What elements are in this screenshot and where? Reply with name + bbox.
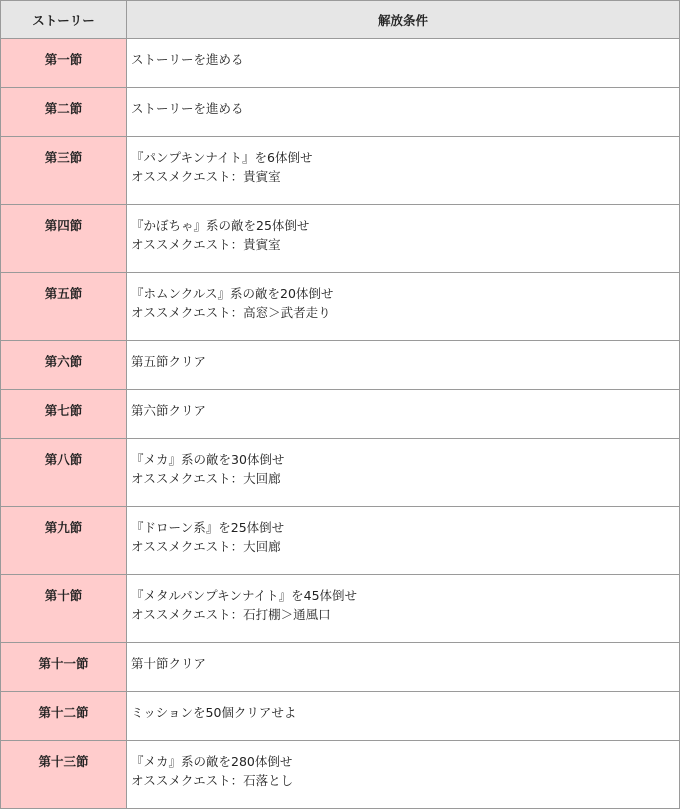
story-chapter-cell: 第三節 bbox=[1, 137, 127, 205]
table-body bbox=[1, 39, 680, 809]
condition-line: ストーリーを進める bbox=[131, 101, 244, 116]
condition-line: 『メカ』系の敵を30体倒せ bbox=[131, 452, 285, 467]
unlock-condition-cell bbox=[127, 205, 680, 273]
unlock-condition-cell bbox=[127, 439, 680, 507]
table-header-row bbox=[1, 1, 680, 39]
unlock-condition-cell bbox=[127, 88, 680, 137]
story-chapter-cell: 第九節 bbox=[1, 507, 127, 575]
condition-line: 『メタルパンプキンナイト』を45体倒せ bbox=[131, 588, 358, 603]
condition-line: オススメクエスト：貴賓室 bbox=[131, 169, 281, 184]
condition-line: オススメクエスト：大回廊 bbox=[131, 471, 281, 486]
condition-line: オススメクエスト：大回廊 bbox=[131, 539, 281, 554]
table-row bbox=[1, 273, 680, 341]
condition-line: 『メカ』系の敵を280体倒せ bbox=[131, 754, 293, 769]
story-chapter-cell: 第五節 bbox=[1, 273, 127, 341]
story-chapter-cell: 第八節 bbox=[1, 439, 127, 507]
header-story: ストーリー bbox=[1, 1, 127, 39]
table-row bbox=[1, 390, 680, 439]
condition-line: オススメクエスト：貴賓室 bbox=[131, 237, 281, 252]
condition-line: オススメクエスト：高窓＞武者走り bbox=[131, 305, 331, 320]
story-chapter-cell: 第十二節 bbox=[1, 692, 127, 741]
story-chapter-cell: 第二節 bbox=[1, 88, 127, 137]
table-row bbox=[1, 741, 680, 809]
unlock-condition-cell bbox=[127, 390, 680, 439]
story-chapter-cell: 第四節 bbox=[1, 205, 127, 273]
condition-line: 『かぼちゃ』系の敵を25体倒せ bbox=[131, 218, 310, 233]
condition-line: ミッションを50個クリアせよ bbox=[131, 705, 297, 720]
table-row bbox=[1, 507, 680, 575]
condition-line: 第十節クリア bbox=[131, 656, 207, 671]
unlock-condition-cell bbox=[127, 273, 680, 341]
condition-line: オススメクエスト：石落とし bbox=[131, 773, 294, 788]
table-row bbox=[1, 643, 680, 692]
table-row bbox=[1, 205, 680, 273]
table-row bbox=[1, 88, 680, 137]
story-chapter-cell: 第十節 bbox=[1, 575, 127, 643]
condition-line: 『ホムンクルス』系の敵を20体倒せ bbox=[131, 286, 334, 301]
condition-line: 『パンプキンナイト』を6体倒せ bbox=[131, 150, 313, 165]
story-chapter-cell: 第七節 bbox=[1, 390, 127, 439]
table-row bbox=[1, 341, 680, 390]
story-chapter-cell: 第十三節 bbox=[1, 741, 127, 809]
table-row bbox=[1, 39, 680, 88]
unlock-condition-cell bbox=[127, 39, 680, 88]
condition-line: 第六節クリア bbox=[131, 403, 207, 418]
unlock-condition-cell bbox=[127, 341, 680, 390]
table-row bbox=[1, 439, 680, 507]
unlock-condition-cell bbox=[127, 575, 680, 643]
unlock-condition-cell bbox=[127, 507, 680, 575]
table-row bbox=[1, 137, 680, 205]
table-row bbox=[1, 692, 680, 741]
condition-line: 『ドローン系』を25体倒せ bbox=[131, 520, 285, 535]
header-condition: 解放条件 bbox=[127, 1, 680, 39]
condition-line: オススメクエスト：石打棚＞通風口 bbox=[131, 607, 331, 622]
unlock-condition-cell bbox=[127, 137, 680, 205]
unlock-condition-cell bbox=[127, 692, 680, 741]
table-row bbox=[1, 575, 680, 643]
condition-line: 第五節クリア bbox=[131, 354, 207, 369]
unlock-condition-cell bbox=[127, 643, 680, 692]
unlock-condition-cell bbox=[127, 741, 680, 809]
story-chapter-cell: 第一節 bbox=[1, 39, 127, 88]
story-chapter-cell: 第六節 bbox=[1, 341, 127, 390]
story-chapter-cell: 第十一節 bbox=[1, 643, 127, 692]
condition-line: ストーリーを進める bbox=[131, 52, 244, 67]
